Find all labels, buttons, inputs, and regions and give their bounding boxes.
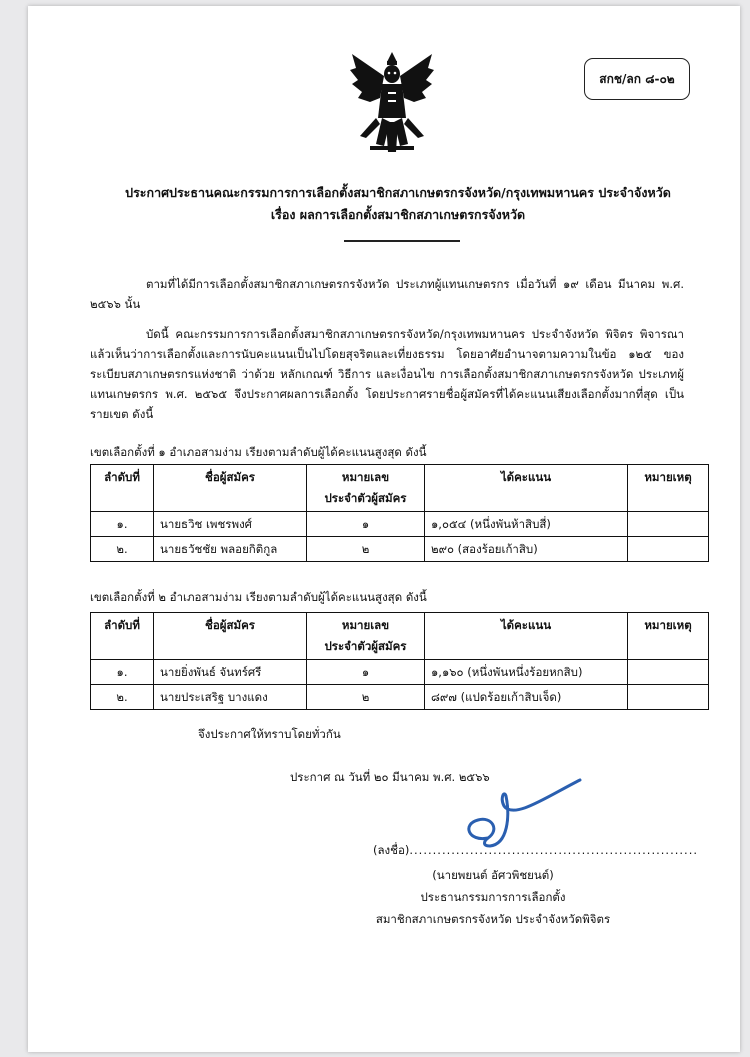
sign-label: (ลงชื่อ)	[373, 843, 410, 857]
header-score: ได้คะแนน	[425, 465, 628, 512]
cell-score: ๑,๑๖๐ (หนึ่งพันหนึ่งร้อยหกสิบ)	[425, 660, 628, 685]
header-rank: ลำดับที่	[91, 465, 154, 512]
cell-name: นายยิ่งพันธ์ จันทร์ศรี	[154, 660, 307, 685]
cell-name: นายธวิช เพชรพงศ์	[154, 512, 307, 537]
header-number-line1: หมายเลข	[341, 618, 390, 632]
header-note: หมายเหตุ	[628, 465, 709, 512]
district-1-heading: เขตเลือกตั้งที่ ๑ อำเภอสามง่าม เรียงตามลำดับผู้ได้คะแนนสูงสุด ดังนี้	[90, 445, 427, 459]
district-2-results-table	[90, 612, 709, 710]
header-name: ชื่อผู้สมัคร	[154, 465, 307, 512]
sign-dots: ..............................................................	[409, 843, 699, 857]
intro-paragraph	[90, 274, 684, 314]
header-note: หมายเหตุ	[628, 613, 709, 660]
announcement-subject: เรื่อง ผลการเลือกตั้งสมาชิกสภาเกษตรกรจังหวัด	[270, 207, 526, 222]
district-1-results-table	[90, 464, 709, 562]
cell-number: ๒	[307, 685, 425, 710]
header-number-line1: หมายเลข	[341, 470, 390, 484]
cell-score: ๘๙๗ (แปดร้อยเก้าสิบเจ็ด)	[425, 685, 628, 710]
header-score: ได้คะแนน	[425, 613, 628, 660]
header-number-line2: ประจำตัวผู้สมัคร	[324, 491, 407, 505]
signer-name: (นายพยนต์ อัศวพิชยนต์)	[432, 868, 554, 882]
header-name: ชื่อผู้สมัคร	[154, 613, 307, 660]
header-number-line2: ประจำตัวผู้สมัคร	[324, 639, 407, 653]
cell-note	[628, 512, 709, 537]
cell-score: ๑,๐๕๔ (หนึ่งพันห้าสิบสี่)	[425, 512, 628, 537]
signer-title: ประธานกรรมการการเลือกตั้ง	[420, 890, 566, 904]
announcement-title: ประกาศประธานคณะกรรมการการเลือกตั้งสมาชิกสภาเกษตรกรจังหวัด/กรุงเทพมหานคร ประจำจังหวัด	[125, 185, 671, 200]
cell-note	[628, 685, 709, 710]
signature-line	[373, 842, 698, 860]
signer-title-2: สมาชิกสภาเกษตรกรจังหวัด ประจำจังหวัดพิจิตร	[375, 912, 611, 926]
cell-rank: ๑.	[91, 660, 154, 685]
cell-name: นายธวัชชัย พลอยกิติกูล	[154, 537, 307, 562]
form-code-badge: สกช/ลก ๘-๐๒	[584, 58, 690, 100]
cell-rank: ๒.	[91, 685, 154, 710]
cell-note	[628, 660, 709, 685]
cell-rank: ๒.	[91, 537, 154, 562]
district-2-heading: เขตเลือกตั้งที่ ๒ อำเภอสามง่าม เรียงตามลำดับผู้ได้คะแนนสูงสุด ดังนี้	[90, 590, 427, 604]
table-row	[91, 660, 709, 685]
document-page	[28, 6, 740, 1052]
body-paragraph	[90, 324, 684, 424]
cell-note	[628, 537, 709, 562]
header-number	[307, 613, 425, 660]
header-rank: ลำดับที่	[91, 613, 154, 660]
table-header-row	[91, 613, 709, 660]
body-text: บัดนี้ คณะกรรมการการเลือกตั้งสมาชิกสภาเกษตรกรจังหวัด/กรุงเทพมหานคร ประจำจังหวัด พิจิตร พิจารณาแล้วเห็นว่าการเลือกตั้งและการนับคะแนนเป็นไปโดยสุจริตและเที่ยงธรรม โดยอาศัยอำนาจตามความในข้อ ๑๒๕ ของระเบียบสภาเกษตรกรแห่งชาติ ว่าด้วย หลักเกณฑ์ วิธีการ และเงื่อนไข การเลือกตั้งสมาชิกสภาเกษตรกรจังหวัด ประเภทผู้แทนเกษตรกร พ.ศ. ๒๕๖๕ จึงประกาศผลการเลือกตั้ง โดยประกาศรายชื่อผู้สมัครที่ได้คะแนนเสียงเลือกตั้งมากที่สุด เป็นรายเขต ดังนี้	[90, 327, 684, 421]
title-divider	[344, 240, 460, 242]
table-row	[91, 685, 709, 710]
cell-score: ๒๙๐ (สองร้อยเก้าสิบ)	[425, 537, 628, 562]
cell-number: ๑	[307, 512, 425, 537]
cell-name: นายประเสริฐ บางแดง	[154, 685, 307, 710]
closing-statement: จึงประกาศให้ทราบโดยทั่วกัน	[198, 727, 341, 741]
garuda-emblem-icon	[346, 46, 438, 158]
header-number	[307, 465, 425, 512]
cell-number: ๑	[307, 660, 425, 685]
announcement-date: ประกาศ ณ วันที่ ๒๐ มีนาคม พ.ศ. ๒๕๖๖	[290, 770, 490, 784]
intro-text: ตามที่ได้มีการเลือกตั้งสมาชิกสภาเกษตรกรจังหวัด ประเภทผู้แทนเกษตรกร เมื่อวันที่ ๑๙ เดือน มีนาคม พ.ศ. ๒๕๖๖ นั้น	[90, 277, 684, 311]
cell-number: ๒	[307, 537, 425, 562]
table-row	[91, 512, 709, 537]
table-row	[91, 537, 709, 562]
cell-rank: ๑.	[91, 512, 154, 537]
table-header-row	[91, 465, 709, 512]
